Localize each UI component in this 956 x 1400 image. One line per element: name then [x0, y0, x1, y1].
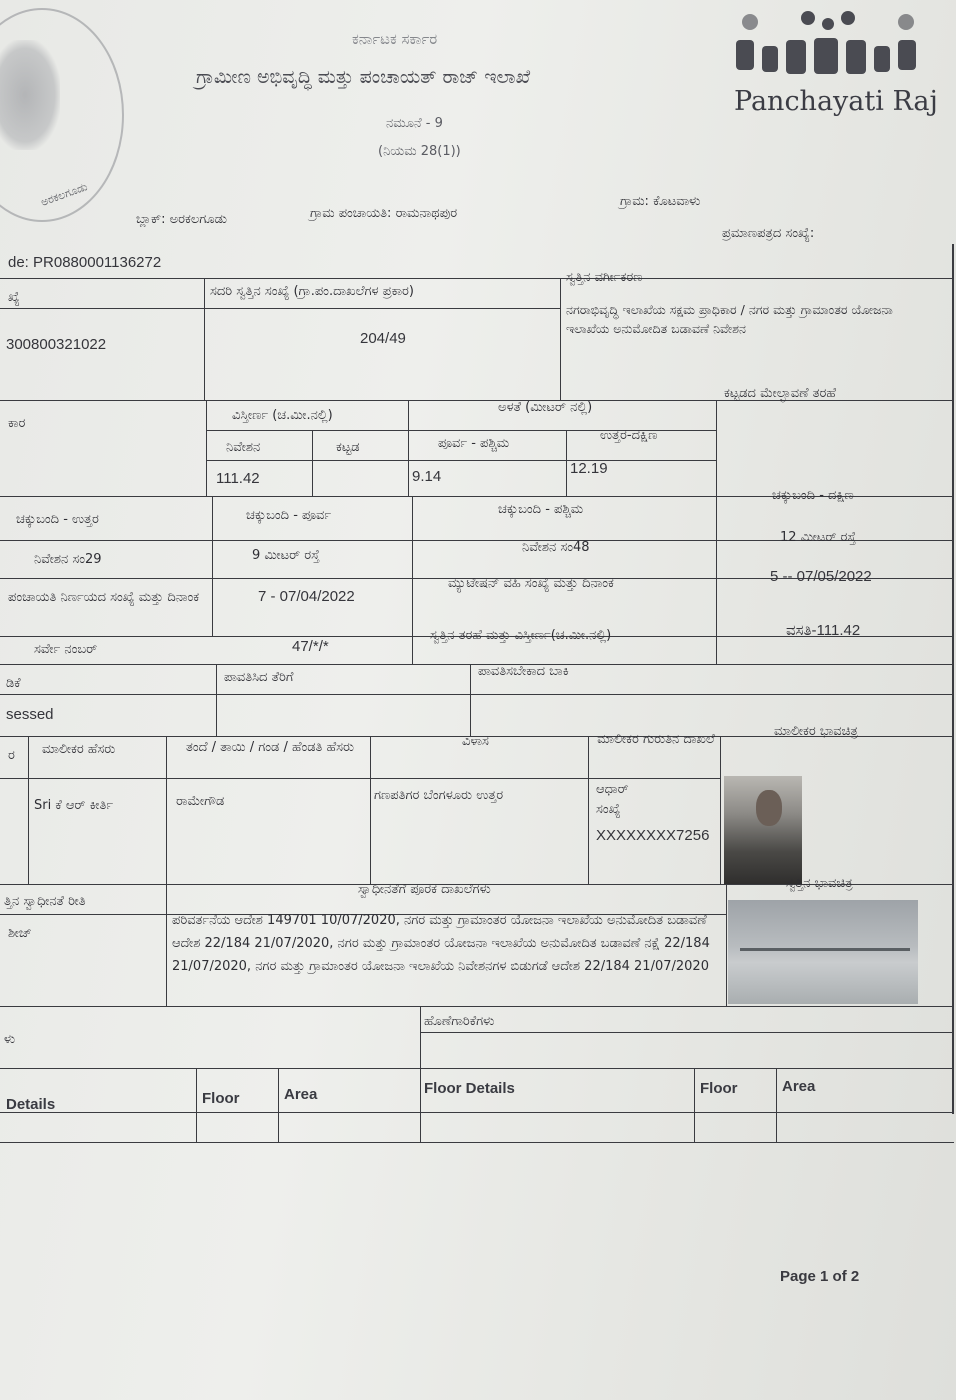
owner-photo-header: ಮಾಲೀಕರ ಭಾವಚಿತ್ರ — [774, 724, 858, 739]
floor-left-header: Floor — [202, 1090, 240, 1107]
survey-number-header: ಸರ್ವೇ ನಂಬರ್ — [34, 642, 98, 657]
tax-paid-header: ಪಾವತಿಸಿದ ತೆರಿಗೆ — [224, 670, 294, 685]
ownership-mode-value: ಶೀಜ್ — [8, 926, 32, 941]
property-type-area-value: ವಸತಿ-111.42 — [786, 622, 861, 639]
tax-demand-header: ಡಿಕೆ — [6, 676, 21, 691]
resolution-header: ಪಂಚಾಯತಿ ನಿರ್ಣಯದ ಸಂಖ್ಯೆ ಮತ್ತು ದಿನಾಂಕ — [8, 590, 200, 605]
taluk-label: ಬ್ಲಾಕ್: ಅರಕಲಗೂಡು — [136, 212, 228, 227]
west-boundary-value: ನಿವೇಶನ ಸಂ48 — [522, 540, 590, 555]
owner-relation-value: ರಾಮೇಗೌಡ — [176, 794, 225, 809]
floor-right-header: Floor — [700, 1080, 738, 1097]
site-subheader: ನಿವೇಶನ — [226, 440, 261, 455]
east-boundary-value: 9 ಮೀಟರ್ ರಸ್ತೆ — [252, 548, 320, 563]
property-number-gp-value: 204/49 — [360, 330, 406, 347]
north-boundary-header: ಚಕ್ಕುಬಂದಿ - ಉತ್ತರ — [16, 512, 99, 527]
east-west-subheader: ಪೂರ್ವ - ಪಶ್ಚಿಮ — [438, 436, 510, 451]
liabilities-header: ಹೊಣೆಗಾರಿಕೆಗಳು — [424, 1014, 495, 1029]
ownership-docs-value: ಪರಿವರ್ತನೆಯ ಆದೇಶ 149701 10/07/2020, ನಗರ ಮತ್ತು ಗ್ರಾಮಾಂತರ ಯೋಜನಾ ಇಲಾಖೆಯ ಅನುಮೋದಿತ ಬಡಾವಣೆ ಆದೇಶ 22/184 21/07/2020, ನಗರ ಮತ್ತು ಗ್ರಾಮಾಂತರ ಯೋಜನಾ ಇಲಾಖೆಯ ಅನುಮೋದಿತ ಬಡಾವಣೆ ನಕ್ಷೆ 22/184 21/07/2020, ನಗರ ಮತ್ತು ಗ್ರಾಮಾಂತರ ಯೋಜನಾ ಇಲಾಖೆಯ ನಿವೇಶನಗಳ ಬಿಡುಗಡೆ ಆದೇಶ 22/184 21/07/2020 — [172, 913, 710, 974]
dimension-header: ಅಳತೆ (ಮೀಟರ್ ನಲ್ಲಿ) — [498, 400, 593, 415]
panchayati-raj-logo — [728, 10, 928, 85]
floor-details-left-header: Details — [6, 1096, 56, 1113]
owner-address-value: ಗಣಪತಿಗರ ಬೆಂಗಳೂರು ಉತ್ತರ — [374, 788, 504, 803]
mutation-value: 5 -- 07/05/2022 — [770, 568, 872, 585]
owner-id-label: ಆಧಾರ್ ಸಂಖ್ಯೆ — [596, 782, 629, 818]
property-photo-header: ಸ್ವತ್ತಿನ ಭಾವಚಿತ್ರ — [786, 876, 853, 891]
south-boundary-value: 12 ಮೀಟರ್ ರಸ್ತೆ — [780, 530, 856, 545]
assessed-value: sessed — [6, 706, 54, 723]
owner-name-header: ಮಾಲೀಕರ ಹೆಸರು — [42, 742, 116, 757]
rule-number: (ನಿಯಮ 28(1)) — [378, 144, 461, 159]
north-south-subheader: ಉತ್ತರ-ದಕ್ಷಿಣ — [600, 428, 658, 443]
site-area-value: 111.42 — [216, 470, 260, 487]
area-left-header: Area — [284, 1086, 318, 1103]
south-boundary-header: ಚಕ್ಕುಬಂದಿ - ದಕ್ಷಿಣ — [772, 488, 854, 503]
owner-relation-header: ತಂದೆ / ತಾಯಿ / ಗಂಡ / ಹೆಂಡತಿ ಹೆಸರು — [185, 740, 355, 755]
roof-type-header: ಕಟ್ಟಡದ ಮೇಲ್ಛಾವಣೆ ತರಹೆ — [724, 386, 836, 401]
east-boundary-header: ಚಕ್ಕುಬಂದಿ - ಪೂರ್ವ — [246, 508, 332, 523]
north-boundary-value: ನಿವೇಶನ ಸಂ29 — [34, 552, 102, 567]
area-right-header: Area — [782, 1078, 816, 1095]
seal-emblem — [0, 40, 60, 150]
tax-due-header: ಪಾವತಿಸಬೇಕಾದ ಬಾಕಿ — [478, 664, 569, 679]
owner-face — [756, 790, 782, 826]
area-header: ವಿಸ್ತೀರ್ಣ (ಚ.ಮೀ.ನಲ್ಲಿ) — [232, 408, 333, 423]
property-code: de: PR0880001136272 — [8, 254, 162, 271]
property-photo — [728, 900, 918, 1004]
property-number-gp-header: ಸದರಿ ಸ್ವತ್ತಿನ ಸಂಖ್ಯೆ (ಗ್ರಾ.ಪಂ.ದಾಖಲೆಗಳ ಪ್ರಕಾರ) — [210, 284, 414, 299]
property-classification-header: ಸ್ವತ್ತಿನ ವರ್ಗೀಕರಣ — [566, 270, 643, 285]
brand-name: Panchayati Raj — [734, 86, 938, 117]
property-classification-value: ನಗರಾಭಿವೃದ್ಧಿ ಇಲಾಖೆಯ ಸಕ್ಷಮ ಪ್ರಾಧಿಕಾರ / ನಗರ ಮತ್ತು ಗ್ರಾಮಾಂತರ ಯೋಜನಾ ಇಲಾಖೆಯ ಅನುಮೋದಿತ ಬಡಾವಣೆ ನಿವೇಶನ — [566, 302, 893, 337]
resolution-value: 7 - 07/04/2022 — [258, 588, 355, 605]
north-south-value: 12.19 — [570, 460, 608, 477]
certificate-number-label: ಪ್ರಮಾಣಪತ್ರದ ಸಂಖ್ಯೆ: — [722, 226, 815, 241]
govt-title: ಕರ್ನಾಟಕ ಸರ್ಕಾರ — [352, 30, 438, 48]
property-type-area-header: ಸ್ವತ್ತಿನ ತರಹೆ ಮತ್ತು ವಿಸ್ತೀರ್ಣ(ಚ.ಮೀ.ನಲ್ಲಿ) — [430, 628, 612, 643]
property-number-header: ಖ್ಯೆ — [8, 290, 20, 305]
owner-address-header: ವಿಳಾಸ — [462, 734, 489, 749]
property-type-header: ಕಾರ — [8, 416, 26, 431]
property-photo-detail — [740, 948, 910, 951]
form-number: ನಮೂನೆ - 9 — [386, 116, 443, 131]
liabilities-left-header: ಳು — [4, 1032, 16, 1047]
floor-details-right-header: Floor Details — [424, 1080, 515, 1097]
property-number-value: 300800321022 — [6, 336, 107, 353]
department-title: ಗ್ರಾಮೀಣ ಅಭಿವೃದ್ಧಿ ಮತ್ತು ಪಂಚಾಯತ್ ರಾಜ್ ಇಲಾಖೆ — [196, 66, 531, 88]
ownership-docs-header: ಸ್ವಾಧೀನತೆಗೆ ಪೂರಕ ದಾಖಲೆಗಳು — [358, 882, 491, 897]
ownership-mode-header: ತ್ತಿನ ಸ್ವಾಧೀನತೆ ರೀತಿ — [4, 894, 86, 909]
village-label: ಗ್ರಾಮ: ಕೊಟವಾಳು — [620, 194, 701, 209]
mutation-header: ಮ್ಯುಟೇಷನ್ ವಹಿ ಸಂಖ್ಯೆ ಮತ್ತು ದಿನಾಂಕ — [448, 576, 614, 591]
owner-id-value: XXXXXXXX7256 — [596, 827, 710, 844]
seal-text: ಅರಕಲಗೂಡು — [39, 180, 90, 209]
owner-number-header: ರ — [8, 748, 15, 763]
survey-number-value: 47/*/* — [292, 638, 329, 655]
owner-id-header: ಮಾಲೀಕರ ಗುರುತಿನ ದಾಖಲೆ — [597, 732, 715, 747]
owner-name-value: Sri ಕೆ ಆರ್ ಕೀರ್ತಿ — [34, 798, 114, 813]
building-subheader: ಕಟ್ಟಡ — [336, 440, 360, 455]
west-boundary-header: ಚಕ್ಕುಬಂದಿ - ಪಶ್ಚಿಮ — [498, 502, 584, 517]
gram-panchayat-label: ಗ್ರಾಮ ಪಂಚಾಯತಿ: ರಾಮನಾಥಪುರ — [310, 206, 458, 221]
page-number: Page 1 of 2 — [780, 1268, 860, 1285]
east-west-value: 9.14 — [412, 468, 442, 485]
